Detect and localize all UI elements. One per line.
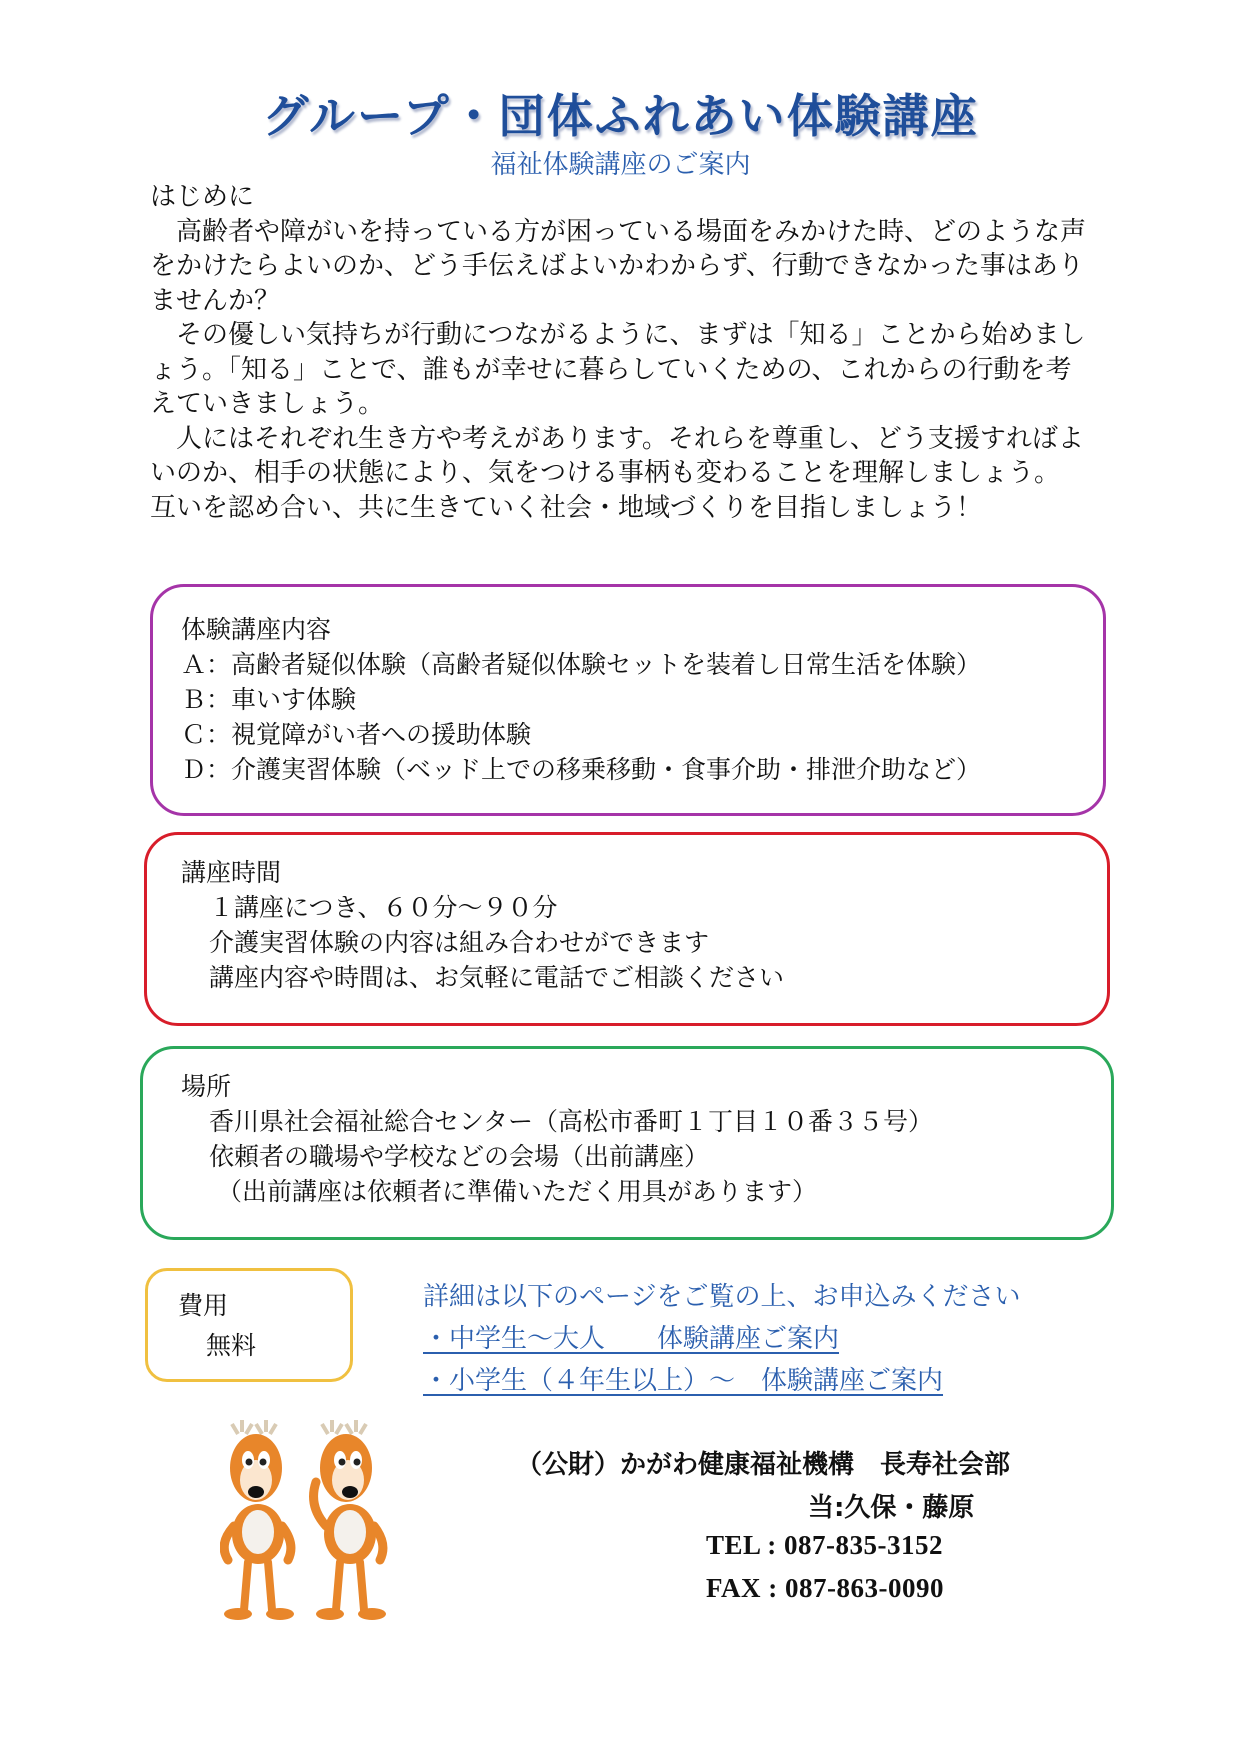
contact-fax: FAX : 087-863-0090 (706, 1573, 944, 1603)
course-place-note: （出前講座は依頼者に準備いただく用具があります） (217, 1177, 818, 1206)
link-junior-high-adult[interactable]: ・中学生～大人 体験講座ご案内 (423, 1324, 840, 1354)
course-time-line: 講座内容や時間は、お気軽に電話でご相談ください (209, 963, 785, 992)
fee-heading: 費用 (178, 1291, 229, 1320)
page-title: グループ・団体ふれあい体験講座 (262, 89, 979, 143)
intro-closing: 互いを認め合い、共に生きていく社会・地域づくりを目指しましょう！ (150, 492, 983, 523)
intro-paragraph: 高齢者や障がいを持っている方が困っている場面をみかけた時、どのような声をかけたらよいのか、どう手伝えばよいかわからず、行動できなかった事はありませんか？ (150, 216, 1087, 316)
organization-name: （公財）かがわ健康福祉機構 長寿社会部 (516, 1450, 1011, 1480)
course-item: Ｄ：介護実習体験（ベッド上での移乗移動・食事介助・排泄介助など） (181, 755, 982, 784)
course-content-heading: 体験講座内容 (181, 615, 332, 644)
intro-section (150, 180, 1090, 525)
fee-box (145, 1268, 353, 1382)
details-heading: 詳細は以下のページをご覧の上、お申込みください (423, 1282, 1021, 1312)
intro-paragraph: その優しい気持ちが行動につながるように、まずは「知る」ことから始めましょう。「知る」ことで、誰もが幸せに暮らしていくための、これからの行動を考えていきましょう。 (150, 320, 1086, 419)
course-time-line: １講座につき、６０分～９０分 (209, 893, 558, 922)
course-place-box (140, 1046, 1114, 1240)
course-time-line: 介護実習体験の内容は組み合わせができます (209, 928, 710, 957)
details-section (423, 1276, 1020, 1402)
intro-paragraph: 人にはそれぞれ生き方や考えがあります。それらを尊重し、どう支援すればよいのか、相手の状態により、気をつける事柄も変わることを理解しましょう。 (150, 423, 1084, 488)
course-place-line: 依頼者の職場や学校などの会場（出前講座） (209, 1142, 710, 1171)
mascot-left (224, 1420, 294, 1620)
contact-tel: TEL : 087-835-3152 (706, 1530, 944, 1560)
intro-heading: はじめに (150, 182, 255, 212)
course-time-box (144, 832, 1110, 1026)
fee-value: 無料 (206, 1331, 257, 1360)
page-subtitle: 福祉体験講座のご案内 (490, 150, 751, 180)
course-content-box (150, 584, 1106, 816)
mascot-illustration (220, 1416, 420, 1632)
contact-person: 当:久保・藤原 (808, 1493, 975, 1523)
course-place-line: 香川県社会福祉総合センター（高松市番町１丁目１０番３５号） (209, 1107, 934, 1136)
link-elementary[interactable]: ・小学生（４年生以上）～ 体験講座ご案内 (423, 1366, 944, 1396)
course-item: Ｂ：車いす体験 (181, 685, 357, 714)
course-place-heading: 場所 (181, 1072, 232, 1101)
course-time-heading: 講座時間 (181, 858, 282, 887)
course-item: Ｃ：視覚障がい者への援助体験 (181, 720, 532, 749)
course-item: Ａ：高齢者疑似体験（高齢者疑似体験セットを装着し日常生活を体験） (181, 650, 982, 679)
mascot-right (314, 1420, 386, 1620)
